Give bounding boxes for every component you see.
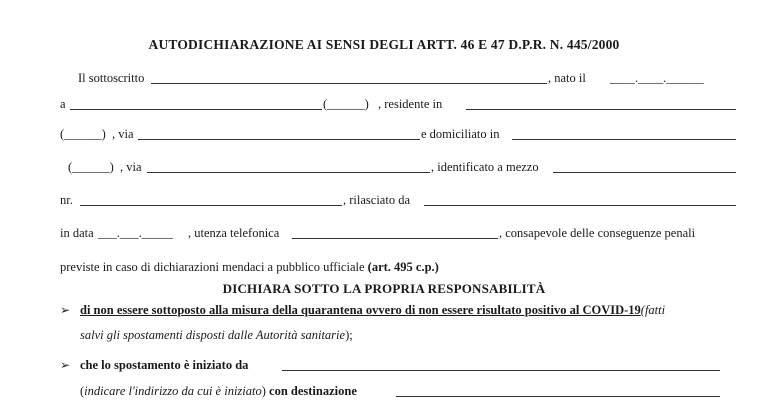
arrow-bullet-icon: ➢ xyxy=(60,358,71,372)
label-nato: , nato il xyxy=(548,71,586,85)
row-sottoscritto xyxy=(0,70,768,90)
bullet-spostamento: che lo spostamento è iniziato da xyxy=(80,358,249,372)
field-luogo-nascita[interactable] xyxy=(70,109,322,110)
label-domiciliato: e domiciliato in xyxy=(421,127,500,141)
field-destinazione[interactable] xyxy=(396,396,720,397)
field-via-residenza[interactable] xyxy=(138,139,420,140)
label-consapevole: , consapevole delle conseguenze penali xyxy=(499,226,696,240)
field-telefono[interactable] xyxy=(292,238,498,239)
row-documento xyxy=(0,192,768,212)
label-in-data: in data xyxy=(60,226,94,240)
field-domicilio[interactable] xyxy=(512,139,736,140)
row-previste xyxy=(0,259,768,279)
field-via-domicilio[interactable] xyxy=(147,172,430,173)
label-residente: , residente in xyxy=(378,97,443,111)
label-sottoscritto: Il sottoscritto xyxy=(78,71,145,85)
bullet-quarantena-line2-end: ); xyxy=(345,328,353,342)
bullet-quarantena xyxy=(80,302,665,318)
label-rilasciato: , rilasciato da xyxy=(343,193,410,207)
field-prov-domicilio[interactable]: (______) xyxy=(68,160,114,174)
section-title: DICHIARA SOTTO LA PROPRIA RESPONSABILITÀ xyxy=(222,281,546,296)
text-previste xyxy=(60,259,439,275)
field-prov-nascita[interactable]: (______) xyxy=(323,97,369,111)
bullet-quarantena-line2-italic: salvi gli spostamenti disposti dalle Autorità sanitarie xyxy=(80,328,346,342)
field-rilasciato-da[interactable] xyxy=(424,205,736,206)
field-residenza[interactable] xyxy=(466,109,736,110)
text-con-destinazione: con destinazione xyxy=(269,384,357,398)
bullet-destinazione xyxy=(80,383,357,399)
form-title: AUTODICHIARAZIONE AI SENSI DEGLI ARTT. 46 E 47 D.P.R. N. 445/2000 xyxy=(148,37,620,52)
row-data-telefono xyxy=(0,225,768,245)
label-utenza: , utenza telefonica xyxy=(188,226,280,240)
field-indirizzo-partenza[interactable] xyxy=(282,370,720,371)
field-numero-documento[interactable] xyxy=(80,205,342,206)
row-luogo-nascita xyxy=(0,96,768,116)
label-nr: nr. xyxy=(60,193,73,207)
label-via-domicilio: , via xyxy=(120,160,142,174)
bullet-quarantena-bold: di non essere sottoposto alla misura della quarantena ovvero di non essere risultato positivo al COVID-19 xyxy=(80,303,641,317)
text-indicare-indirizzo: indicare l'indirizzo da cui è iniziato xyxy=(84,384,262,398)
field-nome[interactable] xyxy=(151,83,547,84)
bullet-quarantena-line2 xyxy=(80,327,353,343)
text-previste-main: previste in caso di dichiarazioni mendaci a pubblico ufficiale xyxy=(60,260,365,274)
label-via: , via xyxy=(112,127,134,141)
label-a: a xyxy=(60,97,66,111)
paren-close: ) xyxy=(261,384,266,398)
text-art-495: (art. 495 c.p.) xyxy=(367,260,439,274)
field-data-nascita[interactable]: ____.____.______ xyxy=(610,71,704,85)
arrow-bullet-icon: ➢ xyxy=(60,303,71,317)
field-data-rilascio[interactable]: ___.___._____ xyxy=(98,226,173,240)
field-prov-residenza[interactable]: (______) xyxy=(60,127,106,141)
bullet-quarantena-italic: (fatti xyxy=(640,303,666,317)
label-identificato: , identificato a mezzo xyxy=(431,160,539,174)
field-documento[interactable] xyxy=(553,172,736,173)
row-via-domicilio xyxy=(0,159,768,179)
paren-open: ( xyxy=(80,384,85,398)
row-via-residenza xyxy=(0,126,768,146)
